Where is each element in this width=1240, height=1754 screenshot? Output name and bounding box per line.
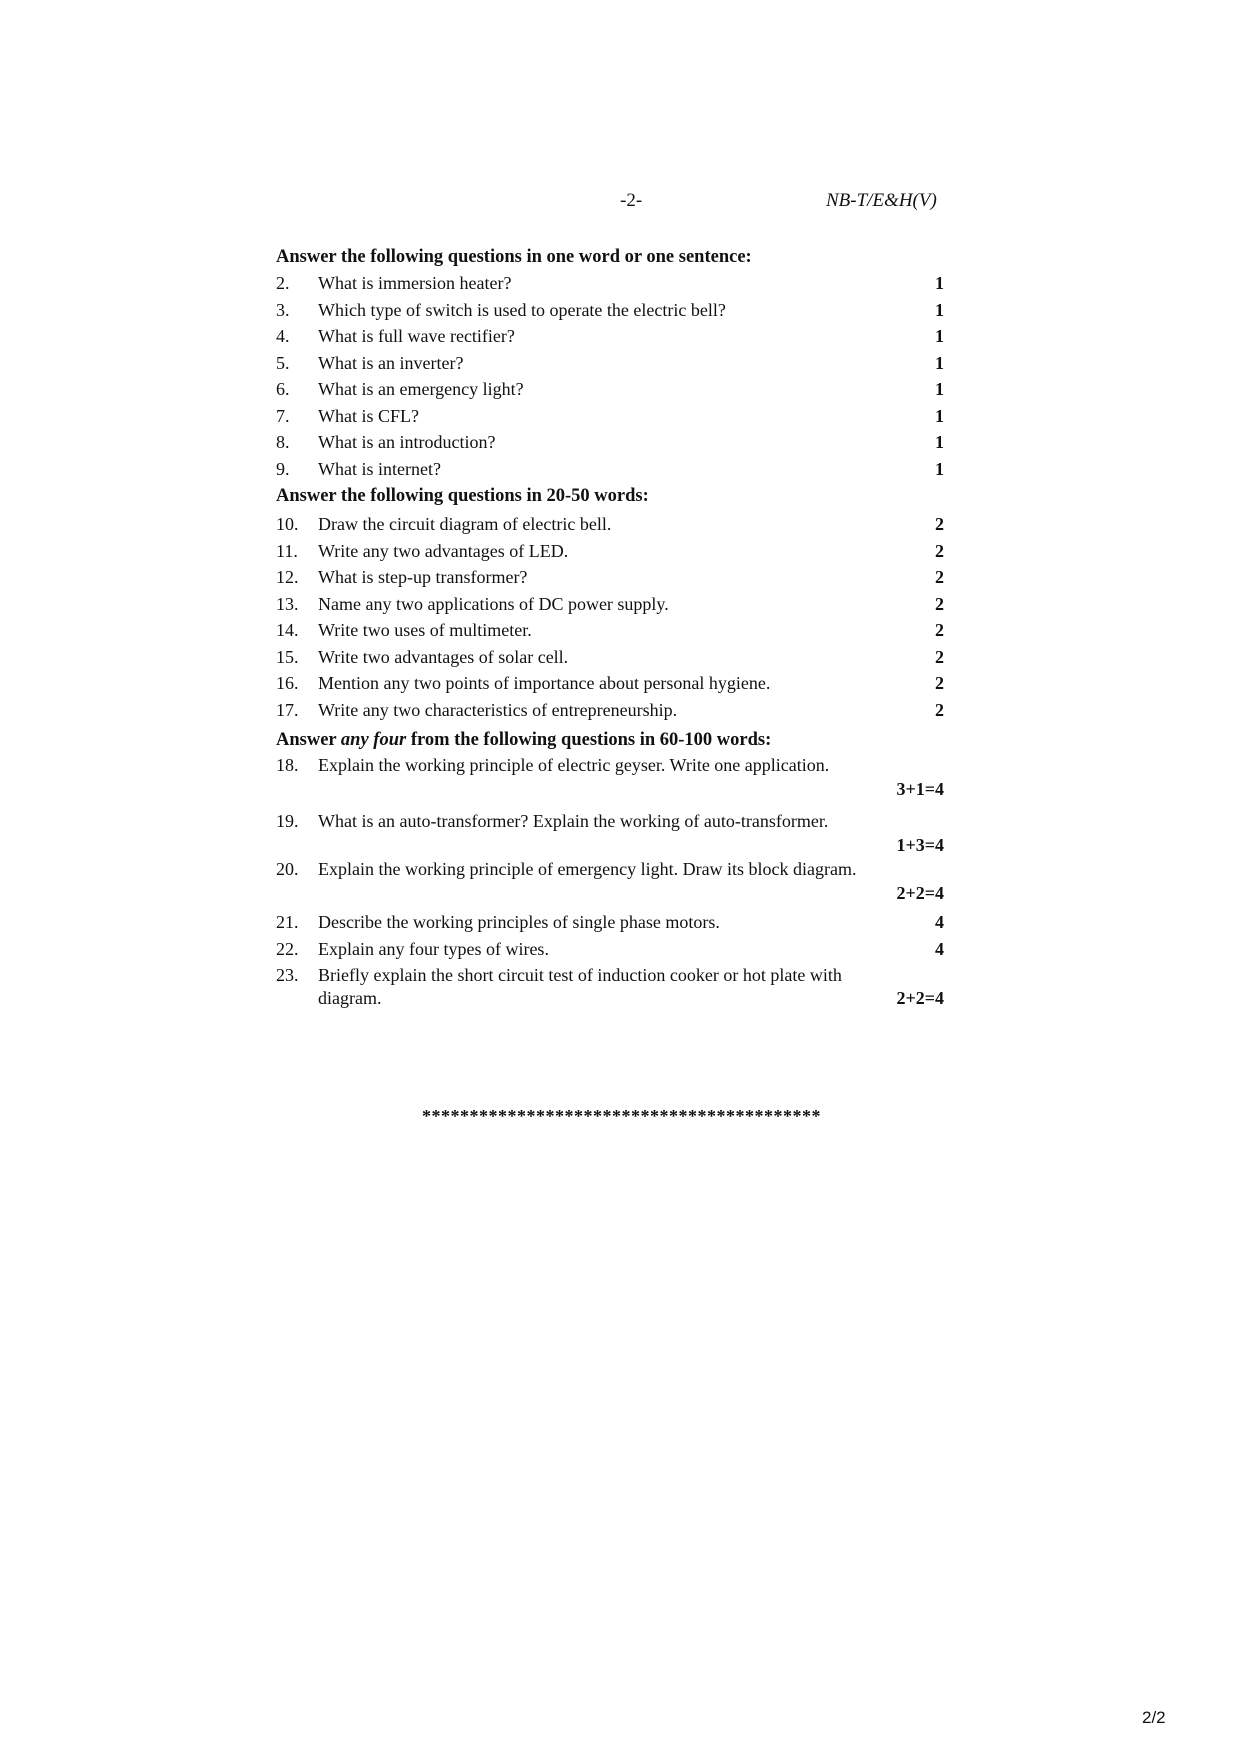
question-row — [276, 564, 948, 591]
question-marks: 1+3=4 — [896, 835, 944, 855]
question-number: 15. — [276, 646, 299, 667]
question-number: 16. — [276, 673, 299, 693]
section-heading-long-answer — [276, 727, 948, 753]
question-number: 10. — [276, 514, 299, 534]
question-marks: 2+2=4 — [896, 988, 944, 1008]
question-number: 3. — [276, 299, 290, 320]
question-number: 11. — [276, 540, 298, 561]
question-row — [276, 591, 948, 618]
question-row — [276, 350, 948, 377]
question-text: Write two advantages of solar cell. — [318, 646, 569, 667]
question-number: 14. — [276, 620, 299, 640]
section-heading-short-answer: Answer the following questions in 20-50 words: — [276, 486, 649, 506]
question-text: Describe the working principles of single phase motors. — [318, 912, 720, 932]
question-row — [276, 809, 948, 833]
question-marks: 2 — [935, 514, 944, 534]
question-row — [276, 857, 948, 881]
section-heading-suffix: from the following questions in 60-100 words: — [406, 730, 772, 750]
question-number: 21. — [276, 912, 299, 932]
question-text: What is immersion heater? — [318, 273, 512, 293]
question-marks: 2 — [935, 673, 944, 693]
question-number: 17. — [276, 699, 299, 720]
question-text: Explain the working principle of emergency light. Draw its block diagram. — [318, 859, 857, 879]
question-marks: 2 — [935, 699, 944, 720]
page-number-top: -2- — [620, 190, 643, 211]
question-text: What is an introduction? — [318, 432, 496, 452]
question-marks: 2 — [935, 593, 944, 614]
question-marks: 1 — [935, 458, 944, 479]
question-row — [276, 323, 948, 350]
question-row — [276, 297, 948, 324]
question-marks: 1 — [935, 326, 944, 346]
question-number: 19. — [276, 811, 299, 831]
question-text: Write any two characteristics of entrepreneurship. — [318, 699, 678, 720]
question-marks: 1 — [935, 273, 944, 293]
question-row — [276, 270, 948, 297]
question-marks: 2 — [935, 620, 944, 640]
question-number: 18. — [276, 755, 299, 775]
question-text: Explain the working principle of electric geyser. Write one application. — [318, 755, 830, 775]
question-number: 2. — [276, 273, 290, 293]
question-row — [276, 964, 948, 1010]
question-text-line-1: Briefly explain the short circuit test of induction cooker or hot plate with — [318, 965, 842, 985]
question-row — [276, 538, 948, 565]
question-text: Explain any four types of wires. — [318, 938, 549, 959]
question-marks: 4 — [935, 938, 944, 959]
question-row — [276, 753, 948, 777]
question-text: Draw the circuit diagram of electric bell. — [318, 514, 612, 534]
question-text: What is an auto-transformer? Explain the working of auto-transformer. — [318, 811, 829, 831]
question-number: 22. — [276, 938, 299, 959]
question-marks: 1 — [935, 379, 944, 399]
question-text: Mention any two points of importance about personal hygiene. — [318, 673, 771, 693]
question-text: What is internet? — [318, 458, 441, 479]
question-text: What is an inverter? — [318, 352, 464, 373]
question-row — [276, 511, 948, 538]
question-row — [276, 644, 948, 671]
question-text: Write any two advantages of LED. — [318, 540, 569, 561]
question-number: 4. — [276, 326, 290, 346]
question-number: 12. — [276, 567, 299, 587]
question-number: 8. — [276, 432, 290, 452]
question-number: 6. — [276, 379, 290, 399]
question-marks: 1 — [935, 299, 944, 320]
question-text: Write two uses of multimeter. — [318, 620, 532, 640]
section-heading-prefix: Answer — [276, 730, 341, 750]
end-of-paper-stars: ****************************************** — [422, 1106, 821, 1126]
question-paper-body — [276, 244, 948, 1010]
question-row — [276, 936, 948, 963]
question-text: What is step-up transformer? — [318, 567, 528, 587]
question-number: 23. — [276, 965, 299, 985]
question-number: 5. — [276, 352, 290, 373]
question-marks: 2 — [935, 567, 944, 587]
question-row — [276, 456, 948, 483]
question-marks: 2 — [935, 540, 944, 561]
question-number: 20. — [276, 859, 299, 879]
question-number: 9. — [276, 458, 290, 479]
question-marks: 1 — [935, 405, 944, 426]
question-row — [276, 403, 948, 430]
question-text: What is full wave rectifier? — [318, 326, 515, 346]
question-text-line-2: diagram. — [318, 988, 382, 1008]
question-text: What is an emergency light? — [318, 379, 524, 399]
question-marks: 1 — [935, 352, 944, 373]
question-marks: 2 — [935, 646, 944, 667]
question-number: 7. — [276, 405, 290, 426]
question-marks: 3+1=4 — [896, 779, 944, 799]
question-marks: 2+2=4 — [896, 883, 944, 903]
question-row — [276, 376, 948, 403]
page-count: 2/2 — [1142, 1708, 1166, 1727]
question-text: Which type of switch is used to operate the electric bell? — [318, 299, 726, 320]
question-row — [276, 670, 948, 697]
question-text-line-2-row — [318, 987, 948, 1010]
question-text: Name any two applications of DC power supply. — [318, 593, 669, 614]
question-text: What is CFL? — [318, 405, 419, 426]
question-number: 13. — [276, 593, 299, 614]
section-heading-emphasis: any four — [340, 730, 407, 750]
question-marks: 4 — [935, 912, 944, 932]
question-row — [276, 617, 948, 644]
question-row — [276, 909, 948, 936]
question-marks: 1 — [935, 432, 944, 452]
section-heading-one-word: Answer the following questions in one word or one sentence: — [276, 247, 752, 267]
paper-code: NB-T/E&H(V) — [826, 190, 937, 211]
question-row — [276, 429, 948, 456]
question-row — [276, 697, 948, 724]
